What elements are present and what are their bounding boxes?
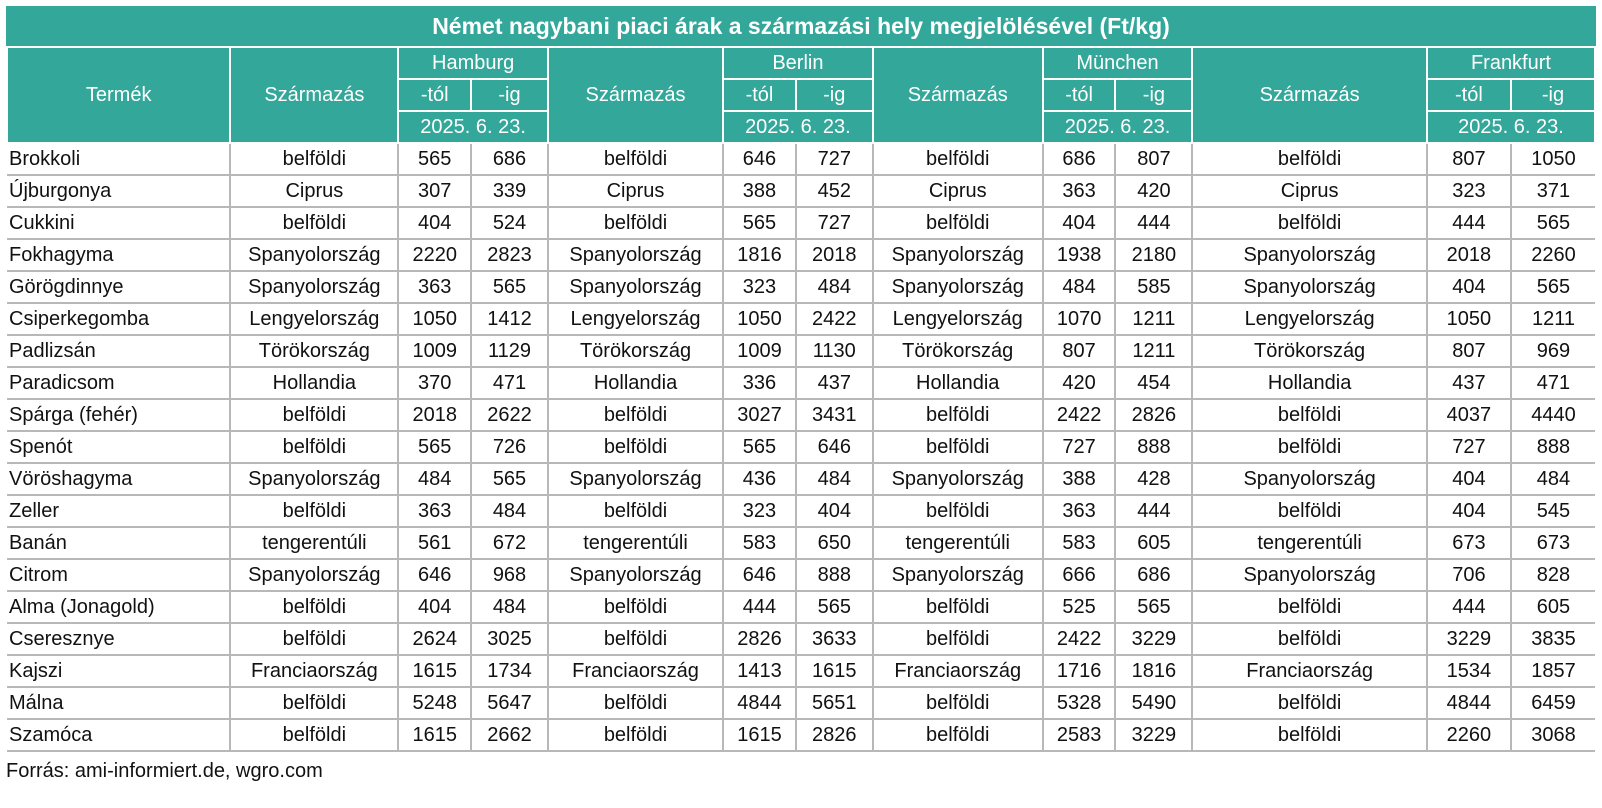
- from-cell: 404: [1427, 271, 1511, 303]
- from-cell: 583: [723, 527, 796, 559]
- origin-cell: Ciprus: [1192, 175, 1427, 207]
- origin-cell: belföldi: [873, 431, 1043, 463]
- table-row: [7, 687, 1595, 719]
- to-cell: 605: [1511, 591, 1595, 623]
- from-cell: 2624: [398, 623, 471, 655]
- origin-cell: belföldi: [548, 623, 723, 655]
- origin-cell: Spanyolország: [873, 463, 1043, 495]
- from-cell: 2583: [1043, 719, 1116, 751]
- product-cell: Kajszi: [7, 655, 230, 687]
- to-cell: 968: [471, 559, 548, 591]
- table-row: [7, 335, 1595, 367]
- header-to-munchen: -ig: [1115, 79, 1192, 111]
- from-cell: 323: [1427, 175, 1511, 207]
- header-date-munchen: 2025. 6. 23.: [1043, 111, 1193, 143]
- to-cell: 4440: [1511, 399, 1595, 431]
- origin-cell: belföldi: [1192, 623, 1427, 655]
- from-cell: 4037: [1427, 399, 1511, 431]
- origin-cell: belföldi: [873, 495, 1043, 527]
- to-cell: 565: [471, 463, 548, 495]
- to-cell: 545: [1511, 495, 1595, 527]
- from-cell: 484: [1043, 271, 1116, 303]
- from-cell: 2018: [1427, 239, 1511, 271]
- origin-cell: belföldi: [873, 687, 1043, 719]
- to-cell: 1211: [1115, 335, 1192, 367]
- to-cell: 420: [1115, 175, 1192, 207]
- product-cell: Spárga (fehér): [7, 399, 230, 431]
- table-row: [7, 399, 1595, 431]
- from-cell: 363: [1043, 175, 1116, 207]
- origin-cell: Ciprus: [230, 175, 398, 207]
- origin-cell: belföldi: [230, 143, 398, 175]
- origin-cell: belföldi: [873, 719, 1043, 751]
- from-cell: 363: [398, 271, 471, 303]
- table-title: Német nagybani piaci árak a származási hely megjelölésével (Ft/kg): [6, 6, 1596, 48]
- to-cell: 6459: [1511, 687, 1595, 719]
- product-cell: Banán: [7, 527, 230, 559]
- origin-cell: belföldi: [1192, 495, 1427, 527]
- origin-cell: Lengyelország: [1192, 303, 1427, 335]
- origin-cell: belföldi: [230, 431, 398, 463]
- to-cell: 371: [1511, 175, 1595, 207]
- from-cell: 437: [1427, 367, 1511, 399]
- to-cell: 565: [1115, 591, 1192, 623]
- to-cell: 484: [1511, 463, 1595, 495]
- from-cell: 706: [1427, 559, 1511, 591]
- origin-cell: tengerentúli: [873, 527, 1043, 559]
- from-cell: 388: [723, 175, 796, 207]
- origin-cell: Spanyolország: [873, 559, 1043, 591]
- from-cell: 646: [723, 143, 796, 175]
- from-cell: 673: [1427, 527, 1511, 559]
- origin-cell: Lengyelország: [548, 303, 723, 335]
- origin-cell: Ciprus: [873, 175, 1043, 207]
- origin-cell: Spanyolország: [230, 271, 398, 303]
- to-cell: 727: [796, 143, 873, 175]
- from-cell: 436: [723, 463, 796, 495]
- origin-cell: belföldi: [873, 591, 1043, 623]
- from-cell: 323: [723, 271, 796, 303]
- from-cell: 561: [398, 527, 471, 559]
- to-cell: 471: [471, 367, 548, 399]
- origin-cell: belföldi: [230, 207, 398, 239]
- origin-cell: belföldi: [1192, 143, 1427, 175]
- to-cell: 5490: [1115, 687, 1192, 719]
- origin-cell: belföldi: [548, 143, 723, 175]
- price-table: [6, 48, 1596, 752]
- product-cell: Padlizsán: [7, 335, 230, 367]
- from-cell: 666: [1043, 559, 1116, 591]
- to-cell: 1130: [796, 335, 873, 367]
- to-cell: 444: [1115, 495, 1192, 527]
- to-cell: 2823: [471, 239, 548, 271]
- origin-cell: belföldi: [1192, 431, 1427, 463]
- to-cell: 888: [1511, 431, 1595, 463]
- origin-cell: Törökország: [873, 335, 1043, 367]
- to-cell: 969: [1511, 335, 1595, 367]
- product-cell: Görögdinnye: [7, 271, 230, 303]
- origin-cell: belföldi: [230, 623, 398, 655]
- header-origin-frankfurt: Származás: [1192, 48, 1427, 143]
- from-cell: 565: [723, 431, 796, 463]
- to-cell: 3229: [1115, 719, 1192, 751]
- origin-cell: tengerentúli: [548, 527, 723, 559]
- to-cell: 828: [1511, 559, 1595, 591]
- from-cell: 5328: [1043, 687, 1116, 719]
- to-cell: 605: [1115, 527, 1192, 559]
- origin-cell: Spanyolország: [1192, 271, 1427, 303]
- origin-cell: belföldi: [1192, 687, 1427, 719]
- from-cell: 444: [723, 591, 796, 623]
- to-cell: 484: [471, 495, 548, 527]
- table-row: [7, 143, 1595, 175]
- origin-cell: belföldi: [548, 719, 723, 751]
- origin-cell: Spanyolország: [230, 463, 398, 495]
- from-cell: 1615: [398, 719, 471, 751]
- to-cell: 2622: [471, 399, 548, 431]
- header-from-berlin: -tól: [723, 79, 796, 111]
- origin-cell: belföldi: [1192, 399, 1427, 431]
- from-cell: 1070: [1043, 303, 1116, 335]
- from-cell: 565: [398, 431, 471, 463]
- origin-cell: Spanyolország: [873, 239, 1043, 271]
- from-cell: 1938: [1043, 239, 1116, 271]
- from-cell: 1413: [723, 655, 796, 687]
- from-cell: 444: [1427, 207, 1511, 239]
- from-cell: 1009: [723, 335, 796, 367]
- origin-cell: belföldi: [230, 687, 398, 719]
- origin-cell: belföldi: [230, 719, 398, 751]
- from-cell: 1615: [398, 655, 471, 687]
- from-cell: 727: [1043, 431, 1116, 463]
- origin-cell: Törökország: [548, 335, 723, 367]
- origin-cell: belföldi: [230, 399, 398, 431]
- to-cell: 565: [1511, 207, 1595, 239]
- from-cell: 583: [1043, 527, 1116, 559]
- origin-cell: belföldi: [548, 687, 723, 719]
- from-cell: 807: [1043, 335, 1116, 367]
- origin-cell: Hollandia: [548, 367, 723, 399]
- from-cell: 404: [398, 591, 471, 623]
- to-cell: 585: [1115, 271, 1192, 303]
- to-cell: 437: [796, 367, 873, 399]
- table-row: [7, 495, 1595, 527]
- from-cell: 3229: [1427, 623, 1511, 655]
- origin-cell: belföldi: [1192, 207, 1427, 239]
- from-cell: 307: [398, 175, 471, 207]
- from-cell: 565: [723, 207, 796, 239]
- header-product: Termék: [7, 48, 230, 143]
- table-row: [7, 239, 1595, 271]
- from-cell: 646: [723, 559, 796, 591]
- header-date-frankfurt: 2025. 6. 23.: [1427, 111, 1595, 143]
- to-cell: 1211: [1115, 303, 1192, 335]
- to-cell: 1050: [1511, 143, 1595, 175]
- table-row: [7, 367, 1595, 399]
- to-cell: 3229: [1115, 623, 1192, 655]
- to-cell: 807: [1115, 143, 1192, 175]
- product-cell: Szamóca: [7, 719, 230, 751]
- origin-cell: belföldi: [230, 495, 398, 527]
- origin-cell: belföldi: [548, 431, 723, 463]
- product-cell: Vöröshagyma: [7, 463, 230, 495]
- table-row: [7, 527, 1595, 559]
- product-cell: Cseresznye: [7, 623, 230, 655]
- table-header: [7, 48, 1595, 143]
- from-cell: 2260: [1427, 719, 1511, 751]
- from-cell: 484: [398, 463, 471, 495]
- origin-cell: Lengyelország: [873, 303, 1043, 335]
- header-origin-berlin: Származás: [548, 48, 723, 143]
- origin-cell: Spanyolország: [873, 271, 1043, 303]
- table-row: [7, 655, 1595, 687]
- from-cell: 404: [1427, 463, 1511, 495]
- from-cell: 2220: [398, 239, 471, 271]
- to-cell: 650: [796, 527, 873, 559]
- product-cell: Fokhagyma: [7, 239, 230, 271]
- to-cell: 484: [471, 591, 548, 623]
- from-cell: 404: [398, 207, 471, 239]
- from-cell: 1816: [723, 239, 796, 271]
- to-cell: 2260: [1511, 239, 1595, 271]
- to-cell: 888: [796, 559, 873, 591]
- from-cell: 420: [1043, 367, 1116, 399]
- header-origin-hamburg: Származás: [230, 48, 398, 143]
- from-cell: 1615: [723, 719, 796, 751]
- from-cell: 336: [723, 367, 796, 399]
- to-cell: 471: [1511, 367, 1595, 399]
- table-row: [7, 591, 1595, 623]
- header-city-frankfurt: Frankfurt: [1427, 48, 1595, 79]
- to-cell: 444: [1115, 207, 1192, 239]
- from-cell: 807: [1427, 143, 1511, 175]
- origin-cell: Spanyolország: [1192, 239, 1427, 271]
- header-to-berlin: -ig: [796, 79, 873, 111]
- origin-cell: Spanyolország: [230, 239, 398, 271]
- to-cell: 727: [796, 207, 873, 239]
- to-cell: 454: [1115, 367, 1192, 399]
- from-cell: 2826: [723, 623, 796, 655]
- from-cell: 444: [1427, 591, 1511, 623]
- header-from-frankfurt: -tól: [1427, 79, 1511, 111]
- origin-cell: Spanyolország: [548, 271, 723, 303]
- to-cell: 2422: [796, 303, 873, 335]
- from-cell: 727: [1427, 431, 1511, 463]
- table-row: [7, 175, 1595, 207]
- to-cell: 2662: [471, 719, 548, 751]
- origin-cell: belföldi: [548, 207, 723, 239]
- from-cell: 1050: [398, 303, 471, 335]
- product-cell: Citrom: [7, 559, 230, 591]
- to-cell: 2018: [796, 239, 873, 271]
- table-row: [7, 431, 1595, 463]
- from-cell: 404: [1043, 207, 1116, 239]
- from-cell: 3027: [723, 399, 796, 431]
- from-cell: 2018: [398, 399, 471, 431]
- header-date-hamburg: 2025. 6. 23.: [398, 111, 548, 143]
- table-body: [7, 143, 1595, 751]
- header-date-berlin: 2025. 6. 23.: [723, 111, 873, 143]
- table-row: [7, 271, 1595, 303]
- from-cell: 363: [398, 495, 471, 527]
- price-table-figure: [6, 6, 1596, 783]
- origin-cell: Lengyelország: [230, 303, 398, 335]
- origin-cell: Törökország: [1192, 335, 1427, 367]
- origin-cell: tengerentúli: [230, 527, 398, 559]
- to-cell: 1816: [1115, 655, 1192, 687]
- to-cell: 2826: [1115, 399, 1192, 431]
- to-cell: 1615: [796, 655, 873, 687]
- to-cell: 3025: [471, 623, 548, 655]
- to-cell: 339: [471, 175, 548, 207]
- to-cell: 1412: [471, 303, 548, 335]
- origin-cell: Ciprus: [548, 175, 723, 207]
- from-cell: 686: [1043, 143, 1116, 175]
- to-cell: 1857: [1511, 655, 1595, 687]
- origin-cell: belföldi: [873, 207, 1043, 239]
- to-cell: 3431: [796, 399, 873, 431]
- table-row: [7, 463, 1595, 495]
- origin-cell: Spanyolország: [1192, 559, 1427, 591]
- to-cell: 5651: [796, 687, 873, 719]
- from-cell: 1716: [1043, 655, 1116, 687]
- header-city-hamburg: Hamburg: [398, 48, 548, 79]
- origin-cell: belföldi: [548, 399, 723, 431]
- from-cell: 4844: [723, 687, 796, 719]
- to-cell: 2826: [796, 719, 873, 751]
- to-cell: 565: [471, 271, 548, 303]
- to-cell: 3633: [796, 623, 873, 655]
- origin-cell: belföldi: [873, 143, 1043, 175]
- origin-cell: Hollandia: [873, 367, 1043, 399]
- from-cell: 2422: [1043, 623, 1116, 655]
- product-cell: Spenót: [7, 431, 230, 463]
- origin-cell: Spanyolország: [1192, 463, 1427, 495]
- origin-cell: Spanyolország: [548, 463, 723, 495]
- to-cell: 524: [471, 207, 548, 239]
- to-cell: 673: [1511, 527, 1595, 559]
- product-cell: Alma (Jonagold): [7, 591, 230, 623]
- source-note: Forrás: ami-informiert.de, wgro.com: [6, 760, 323, 782]
- origin-cell: Spanyolország: [548, 559, 723, 591]
- origin-cell: Franciaország: [230, 655, 398, 687]
- from-cell: 1050: [723, 303, 796, 335]
- to-cell: 2180: [1115, 239, 1192, 271]
- to-cell: 484: [796, 271, 873, 303]
- to-cell: 565: [796, 591, 873, 623]
- header-to-frankfurt: -ig: [1511, 79, 1595, 111]
- from-cell: 646: [398, 559, 471, 591]
- origin-cell: belföldi: [548, 495, 723, 527]
- product-cell: Zeller: [7, 495, 230, 527]
- origin-cell: Hollandia: [230, 367, 398, 399]
- table-row: [7, 303, 1595, 335]
- to-cell: 565: [1511, 271, 1595, 303]
- origin-cell: Spanyolország: [230, 559, 398, 591]
- table-row: [7, 207, 1595, 239]
- from-cell: 388: [1043, 463, 1116, 495]
- from-cell: 807: [1427, 335, 1511, 367]
- product-cell: Paradicsom: [7, 367, 230, 399]
- from-cell: 4844: [1427, 687, 1511, 719]
- origin-cell: Franciaország: [1192, 655, 1427, 687]
- to-cell: 3068: [1511, 719, 1595, 751]
- to-cell: 3835: [1511, 623, 1595, 655]
- header-from-hamburg: -tól: [398, 79, 471, 111]
- origin-cell: belföldi: [1192, 591, 1427, 623]
- product-cell: Csiperkegomba: [7, 303, 230, 335]
- to-cell: 428: [1115, 463, 1192, 495]
- to-cell: 888: [1115, 431, 1192, 463]
- from-cell: 2422: [1043, 399, 1116, 431]
- origin-cell: belföldi: [1192, 719, 1427, 751]
- header-city-berlin: Berlin: [723, 48, 873, 79]
- to-cell: 672: [471, 527, 548, 559]
- to-cell: 5647: [471, 687, 548, 719]
- table-row: [7, 719, 1595, 751]
- origin-cell: belföldi: [873, 623, 1043, 655]
- to-cell: 1129: [471, 335, 548, 367]
- origin-cell: belföldi: [548, 591, 723, 623]
- origin-cell: belföldi: [230, 591, 398, 623]
- to-cell: 404: [796, 495, 873, 527]
- from-cell: 363: [1043, 495, 1116, 527]
- from-cell: 1050: [1427, 303, 1511, 335]
- from-cell: 1534: [1427, 655, 1511, 687]
- header-city-munchen: München: [1043, 48, 1193, 79]
- to-cell: 686: [471, 143, 548, 175]
- product-cell: Brokkoli: [7, 143, 230, 175]
- to-cell: 646: [796, 431, 873, 463]
- from-cell: 404: [1427, 495, 1511, 527]
- origin-cell: Franciaország: [548, 655, 723, 687]
- from-cell: 1009: [398, 335, 471, 367]
- from-cell: 5248: [398, 687, 471, 719]
- product-cell: Málna: [7, 687, 230, 719]
- origin-cell: Törökország: [230, 335, 398, 367]
- product-cell: Cukkini: [7, 207, 230, 239]
- origin-cell: Franciaország: [873, 655, 1043, 687]
- product-cell: Újburgonya: [7, 175, 230, 207]
- origin-cell: Hollandia: [1192, 367, 1427, 399]
- table-row: [7, 559, 1595, 591]
- origin-cell: belföldi: [873, 399, 1043, 431]
- table-row: [7, 623, 1595, 655]
- header-origin-munchen: Származás: [873, 48, 1043, 143]
- to-cell: 452: [796, 175, 873, 207]
- header-to-hamburg: -ig: [471, 79, 548, 111]
- origin-cell: tengerentúli: [1192, 527, 1427, 559]
- from-cell: 323: [723, 495, 796, 527]
- from-cell: 370: [398, 367, 471, 399]
- from-cell: 525: [1043, 591, 1116, 623]
- to-cell: 1734: [471, 655, 548, 687]
- header-from-munchen: -tól: [1043, 79, 1116, 111]
- origin-cell: Spanyolország: [548, 239, 723, 271]
- to-cell: 484: [796, 463, 873, 495]
- to-cell: 686: [1115, 559, 1192, 591]
- to-cell: 726: [471, 431, 548, 463]
- from-cell: 565: [398, 143, 471, 175]
- to-cell: 1211: [1511, 303, 1595, 335]
